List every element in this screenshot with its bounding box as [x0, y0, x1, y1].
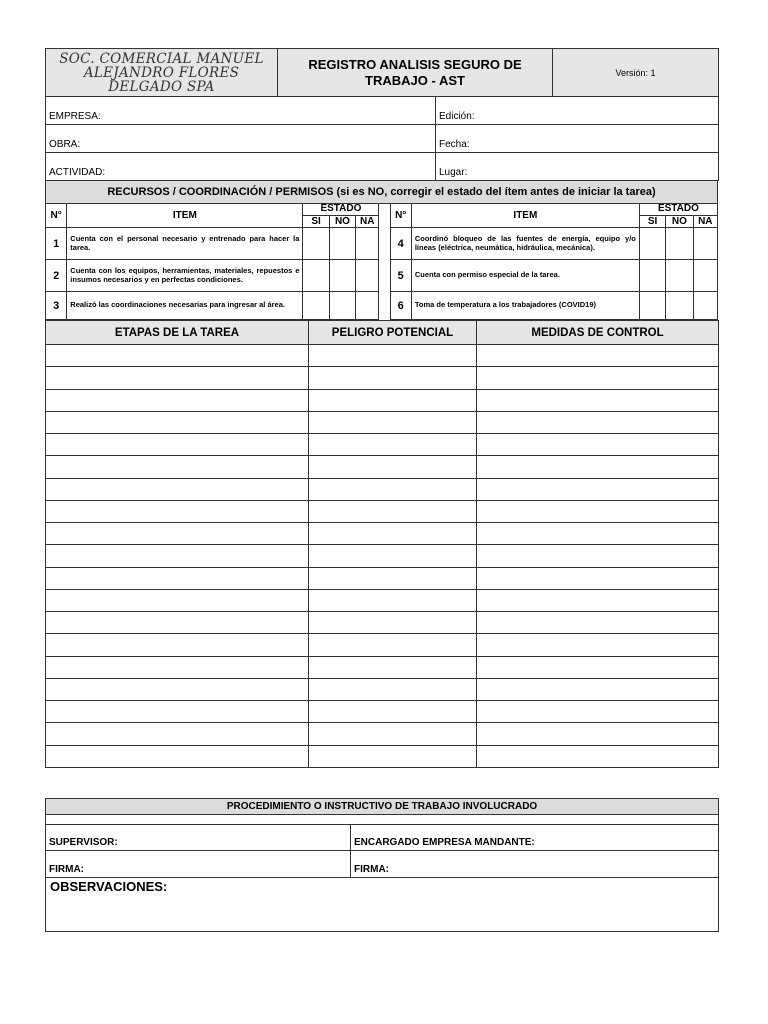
etapa-cell[interactable] — [46, 345, 309, 367]
form-title: REGISTRO ANALISIS SEGURO DE TRABAJO - AST — [278, 49, 553, 97]
medida-cell[interactable] — [477, 723, 719, 745]
peligro-cell[interactable] — [309, 701, 477, 723]
obra-label: OBRA: — [49, 139, 81, 150]
col-si-right: SI — [639, 215, 665, 227]
col-na-left: NA — [356, 215, 379, 227]
peligro-cell[interactable] — [309, 723, 477, 745]
checkbox-si[interactable] — [639, 228, 665, 260]
item-text: Cuenta con el personal necesario y entrenado para hacer la tarea. — [67, 228, 303, 260]
medida-cell[interactable] — [477, 478, 719, 500]
info-section — [45, 96, 719, 181]
checkbox-si[interactable] — [303, 292, 329, 320]
firma-label: FIRMA: — [354, 863, 389, 875]
peligro-cell[interactable] — [309, 678, 477, 700]
peligro-cell[interactable] — [309, 345, 477, 367]
table-row — [46, 634, 719, 656]
item-number: 4 — [390, 228, 411, 260]
medida-cell[interactable] — [477, 545, 719, 567]
obra-field[interactable] — [46, 125, 436, 153]
edicion-field[interactable] — [436, 97, 719, 125]
col-num-left: N° — [46, 203, 67, 228]
checkbox-na[interactable] — [693, 228, 717, 260]
item-text: Toma de temperatura a los trabajadores (COVID19) — [411, 292, 639, 320]
checkbox-na[interactable] — [693, 260, 717, 292]
peligro-cell[interactable] — [309, 367, 477, 389]
item-number: 3 — [46, 292, 67, 320]
checkbox-na[interactable] — [356, 292, 379, 320]
peligro-cell[interactable] — [309, 523, 477, 545]
col-item-left: ITEM — [67, 203, 303, 228]
lugar-label: Lugar: — [439, 167, 468, 178]
medida-cell[interactable] — [477, 678, 719, 700]
column-spacer — [379, 260, 390, 292]
medida-cell[interactable] — [477, 456, 719, 478]
item-text: Cuenta con permiso especial de la tarea. — [411, 260, 639, 292]
table-row — [46, 345, 719, 367]
peligro-cell[interactable] — [309, 589, 477, 611]
table-row — [46, 478, 719, 500]
etapa-cell[interactable] — [46, 478, 309, 500]
peligro-cell[interactable] — [309, 634, 477, 656]
item-text: Coordinó bloqueo de las fuentes de energía, equipo y/o líneas (eléctrica, neumática, hidráulica, mecánica). — [411, 228, 639, 260]
supervisor-label: SUPERVISOR: — [49, 837, 118, 849]
medida-cell[interactable] — [477, 500, 719, 522]
checkbox-no[interactable] — [329, 260, 355, 292]
item-text: Realizó las coordinaciones necesarias para ingresar al área. — [67, 292, 303, 320]
column-spacer — [379, 292, 390, 320]
encargado-field[interactable] — [351, 825, 719, 851]
medida-cell[interactable] — [477, 389, 719, 411]
table-row — [46, 656, 719, 678]
peligro-cell[interactable] — [309, 411, 477, 433]
checkbox-si[interactable] — [303, 228, 329, 260]
col-medidas: MEDIDAS DE CONTROL — [477, 321, 719, 345]
col-estado-right: ESTADO — [639, 203, 717, 215]
form-header — [45, 48, 719, 97]
checkbox-si[interactable] — [303, 260, 329, 292]
item-number: 2 — [46, 260, 67, 292]
table-row — [46, 434, 719, 456]
etapa-cell[interactable] — [46, 500, 309, 522]
medida-cell[interactable] — [477, 745, 719, 768]
observaciones-label: OBSERVACIONES: — [50, 878, 168, 894]
encargado-label: ENCARGADO EMPRESA MANDANTE: — [354, 837, 535, 849]
peligro-cell[interactable] — [309, 478, 477, 500]
column-spacer — [379, 228, 390, 260]
etapa-cell[interactable] — [46, 745, 309, 768]
version-label: Versión: 1 — [553, 49, 719, 97]
firma-encargado-field[interactable] — [351, 851, 719, 877]
medida-cell[interactable] — [477, 634, 719, 656]
medida-cell[interactable] — [477, 612, 719, 634]
lugar-field[interactable] — [436, 153, 719, 181]
edicion-label: Edición: — [439, 111, 475, 122]
table-row — [46, 701, 719, 723]
table-row — [46, 500, 719, 522]
table-row — [46, 367, 719, 389]
etapa-cell[interactable] — [46, 367, 309, 389]
checkbox-na[interactable] — [693, 292, 717, 320]
supervisor-field[interactable] — [46, 825, 351, 851]
item-number: 1 — [46, 228, 67, 260]
col-peligro: PELIGRO POTENCIAL — [309, 321, 477, 345]
table-row — [46, 389, 719, 411]
observaciones-field[interactable] — [46, 877, 719, 931]
procedimiento-section — [45, 798, 719, 932]
etapas-table — [45, 320, 719, 768]
medida-cell[interactable] — [477, 656, 719, 678]
item-text: Cuenta con los equipos, herramientas, materiales, repuestos e insumos necesarios y en perfectas condiciones. — [67, 260, 303, 292]
etapa-cell[interactable] — [46, 723, 309, 745]
etapa-cell[interactable] — [46, 678, 309, 700]
col-etapas: ETAPAS DE LA TAREA — [46, 321, 309, 345]
table-row — [46, 523, 719, 545]
actividad-field[interactable] — [46, 153, 436, 181]
medida-cell[interactable] — [477, 567, 719, 589]
table-row — [46, 612, 719, 634]
peligro-cell[interactable] — [309, 656, 477, 678]
empresa-label: EMPRESA: — [49, 111, 101, 122]
company-logo-text: SOC. COMERCIAL MANUEL ALEJANDRO FLORES DELGADO SPA — [46, 49, 278, 97]
table-row — [46, 545, 719, 567]
checkbox-no[interactable] — [329, 228, 355, 260]
etapa-cell[interactable] — [46, 567, 309, 589]
item-number: 5 — [390, 260, 411, 292]
checkbox-no[interactable] — [666, 292, 693, 320]
col-na-right: NA — [693, 215, 717, 227]
procedimiento-title: PROCEDIMIENTO O INSTRUCTIVO DE TRABAJO INVOLUCRADO — [46, 799, 719, 815]
peligro-cell[interactable] — [309, 545, 477, 567]
checkbox-na[interactable] — [356, 260, 379, 292]
etapa-cell[interactable] — [46, 634, 309, 656]
col-num-right: N° — [390, 203, 411, 228]
medida-cell[interactable] — [477, 523, 719, 545]
etapa-cell[interactable] — [46, 411, 309, 433]
col-item-right: ITEM — [411, 203, 639, 228]
table-row — [46, 411, 719, 433]
table-row — [46, 745, 719, 768]
col-estado-left: ESTADO — [303, 203, 379, 215]
table-row — [46, 567, 719, 589]
medida-cell[interactable] — [477, 367, 719, 389]
etapa-cell[interactable] — [46, 656, 309, 678]
checkbox-na[interactable] — [356, 228, 379, 260]
checkbox-si[interactable] — [639, 292, 665, 320]
etapa-cell[interactable] — [46, 545, 309, 567]
procedimiento-field[interactable] — [46, 815, 719, 825]
recursos-section — [45, 180, 718, 320]
recursos-title: RECURSOS / COORDINACIÓN / PERMISOS (si es NO, corregir el estado del ítem antes de iniciar la tarea) — [46, 181, 718, 204]
etapa-cell[interactable] — [46, 523, 309, 545]
medida-cell[interactable] — [477, 589, 719, 611]
col-no-left: NO — [329, 215, 355, 227]
item-number: 6 — [390, 292, 411, 320]
peligro-cell[interactable] — [309, 567, 477, 589]
col-no-right: NO — [666, 215, 693, 227]
etapa-cell[interactable] — [46, 389, 309, 411]
col-si-left: SI — [303, 215, 329, 227]
peligro-cell[interactable] — [309, 389, 477, 411]
peligro-cell[interactable] — [309, 500, 477, 522]
checkbox-no[interactable] — [329, 292, 355, 320]
medida-cell[interactable] — [477, 411, 719, 433]
table-row — [46, 589, 719, 611]
column-spacer — [379, 203, 390, 228]
fecha-field[interactable] — [436, 125, 719, 153]
etapa-cell[interactable] — [46, 434, 309, 456]
peligro-cell[interactable] — [309, 745, 477, 768]
peligro-cell[interactable] — [309, 456, 477, 478]
fecha-label: Fecha: — [439, 139, 470, 150]
etapa-cell[interactable] — [46, 589, 309, 611]
medida-cell[interactable] — [477, 701, 719, 723]
medida-cell[interactable] — [477, 345, 719, 367]
etapa-cell[interactable] — [46, 701, 309, 723]
firma-label: FIRMA: — [49, 863, 84, 875]
etapa-cell[interactable] — [46, 612, 309, 634]
firma-supervisor-field[interactable] — [46, 851, 351, 877]
actividad-label: ACTIVIDAD: — [49, 167, 106, 178]
checkbox-no[interactable] — [666, 228, 693, 260]
checkbox-si[interactable] — [639, 260, 665, 292]
peligro-cell[interactable] — [309, 434, 477, 456]
empresa-field[interactable] — [46, 97, 436, 125]
table-row — [46, 456, 719, 478]
peligro-cell[interactable] — [309, 612, 477, 634]
checkbox-no[interactable] — [666, 260, 693, 292]
table-row — [46, 678, 719, 700]
medida-cell[interactable] — [477, 434, 719, 456]
etapa-cell[interactable] — [46, 456, 309, 478]
table-row — [46, 723, 719, 745]
